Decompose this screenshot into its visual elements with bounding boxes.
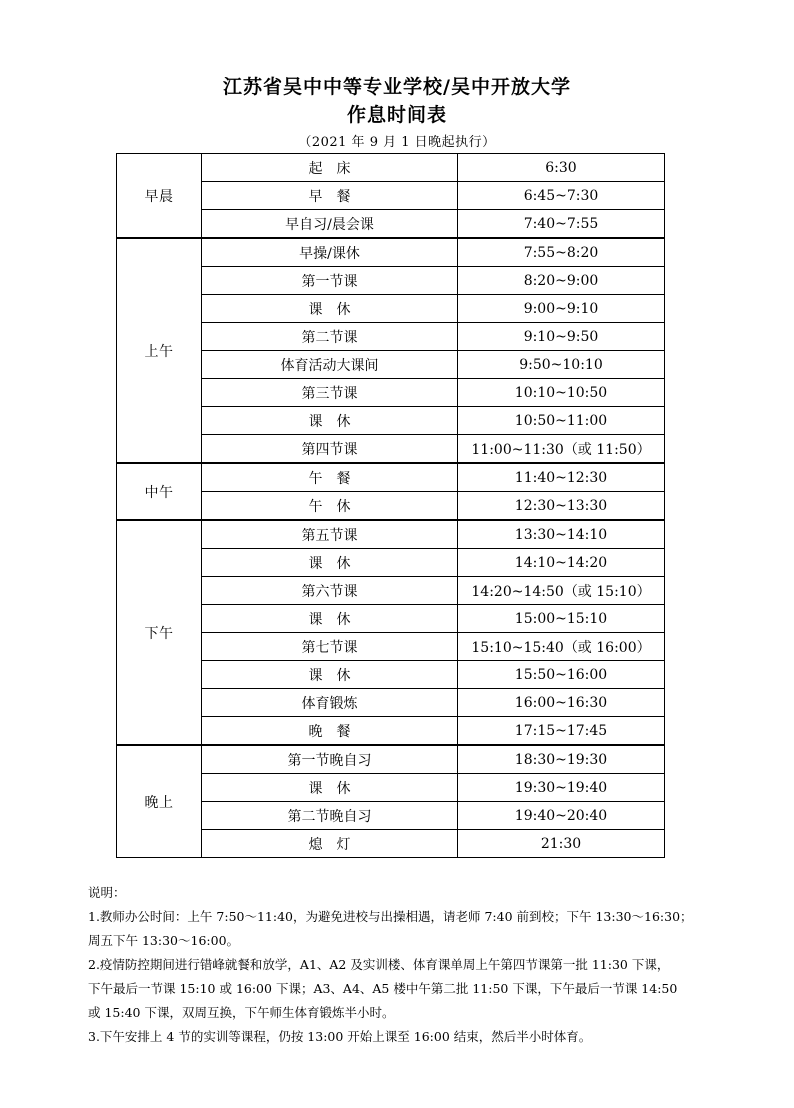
time-cell: 14:10~14:20 [458,549,665,577]
time-cell: 15:50~16:00 [458,661,665,689]
activity-cell: 第二节晚自习 [202,802,458,830]
time-cell: 10:50~11:00 [458,407,665,435]
time-cell: 17:15~17:45 [458,717,665,746]
page-subtitle: 作息时间表 [346,104,447,126]
note-line: 下午最后一节课 15:10 或 16:00 下课；A3、A4、A5 楼中午第二批 11:50 下课，下午最后一节课 14:50 [88,981,678,996]
activity-cell: 第三节课 [202,379,458,407]
notes-heading: 说明： [88,885,126,900]
activity-cell: 第五节课 [202,520,458,549]
activity-cell: 第二节课 [202,323,458,351]
time-cell: 7:55~8:20 [458,238,665,267]
note-line: 1.教师办公时间：上午 7:50～11:40，为避免进校与出操相遇，请老师 7:40 前到校；下午 13:30～16:30； [88,909,693,924]
activity-cell: 午 餐 [202,463,458,492]
note-line: 2.疫情防控期间进行错峰就餐和放学，A1、A2 及实训楼、体育课单周上午第四节课第一批 11:30 下课， [88,957,670,972]
activity-cell: 午 休 [202,492,458,521]
activity-cell: 体育锻炼 [202,689,458,717]
schedule-row [117,238,665,267]
activity-cell: 熄 灯 [202,830,458,858]
page-title: 江苏省吴中中等专业学校/吴中开放大学 [223,76,571,98]
notes-section [88,881,718,1049]
activity-cell: 早 餐 [202,182,458,210]
schedule-row [117,463,665,492]
activity-cell: 课 休 [202,295,458,323]
note-line: 3.下午安排上 4 节的实训等课程，仍按 13:00 开始上课至 16:00 结束，然后半小时体育。 [88,1029,592,1044]
time-cell: 9:50~10:10 [458,351,665,379]
activity-cell: 课 休 [202,549,458,577]
activity-cell: 课 休 [202,774,458,802]
time-cell: 11:40~12:30 [458,463,665,492]
period-cell: 下午 [117,520,202,745]
activity-cell: 晚 餐 [202,717,458,746]
time-cell: 18:30~19:30 [458,745,665,774]
period-cell: 晚上 [117,745,202,858]
time-cell: 14:20~14:50（或 15:10） [458,577,665,605]
activity-cell: 第七节课 [202,633,458,661]
time-cell: 19:30~19:40 [458,774,665,802]
period-cell: 早晨 [117,154,202,239]
time-cell: 16:00~16:30 [458,689,665,717]
time-cell: 19:40~20:40 [458,802,665,830]
note-line: 周五下午 13:30～16:00。 [88,933,240,948]
schedule-row [117,745,665,774]
activity-cell: 课 休 [202,407,458,435]
time-cell: 6:45~7:30 [458,182,665,210]
activity-cell: 课 休 [202,605,458,633]
schedule-row [117,154,665,182]
period-cell: 上午 [117,238,202,463]
activity-cell: 体育活动大课间 [202,351,458,379]
time-cell: 21:30 [458,830,665,858]
activity-cell: 早自习/晨会课 [202,210,458,239]
time-cell: 15:10~15:40（或 16:00） [458,633,665,661]
schedule-row [117,520,665,549]
period-cell: 中午 [117,463,202,520]
activity-cell: 课 休 [202,661,458,689]
time-cell: 12:30~13:30 [458,492,665,521]
time-cell: 7:40~7:55 [458,210,665,239]
time-cell: 8:20~9:00 [458,267,665,295]
time-cell: 11:00~11:30（或 11:50） [458,435,665,464]
activity-cell: 第一节课 [202,267,458,295]
activity-cell: 起 床 [202,154,458,182]
time-cell: 10:10~10:50 [458,379,665,407]
activity-cell: 第六节课 [202,577,458,605]
time-cell: 9:10~9:50 [458,323,665,351]
time-cell: 15:00~15:10 [458,605,665,633]
note-line: 或 15:40 下课，双周互换，下午师生体育锻炼半小时。 [88,1005,395,1020]
schedule-body [117,154,665,858]
schedule-table [116,153,665,858]
effective-date: （2021 年 9 月 1 日晚起执行） [298,135,496,150]
time-cell: 9:00~9:10 [458,295,665,323]
activity-cell: 第四节课 [202,435,458,464]
activity-cell: 早操/课休 [202,238,458,267]
time-cell: 6:30 [458,154,665,182]
activity-cell: 第一节晚自习 [202,745,458,774]
time-cell: 13:30~14:10 [458,520,665,549]
